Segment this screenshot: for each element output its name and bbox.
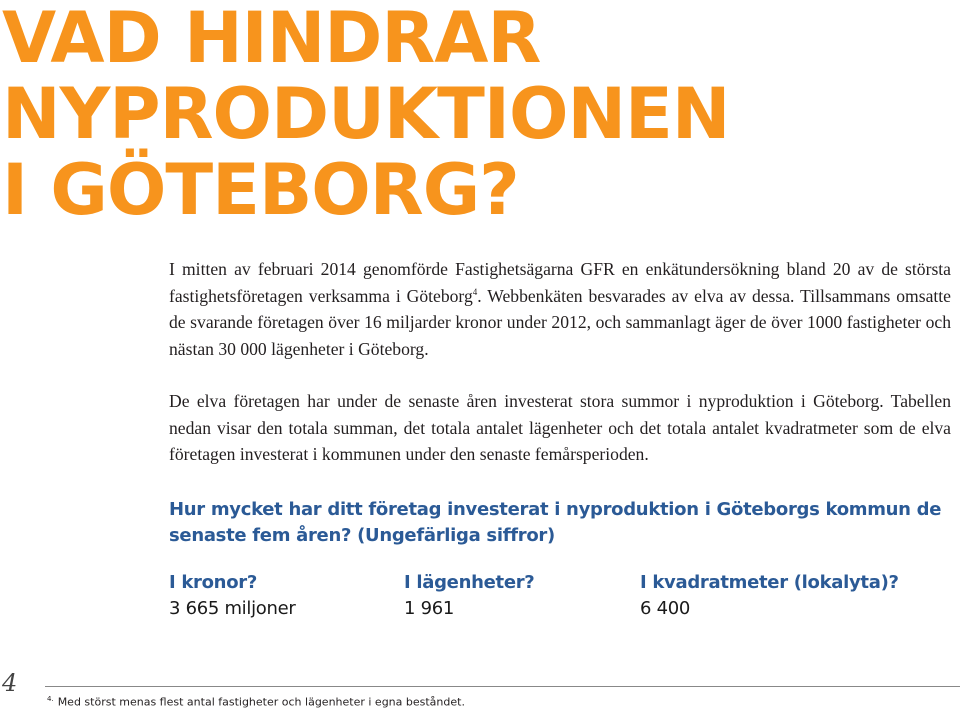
footnote-text: Med störst menas flest antal fastigheter och lägenheter i egna beståndet. [57,695,465,709]
stat-label: I kronor? [169,572,257,593]
stat-label: I lägenheter? [404,572,535,593]
page-number: 4 [2,669,18,697]
stat-value: 6 400 [640,598,691,619]
page-title [2,0,730,231]
intro-text-end: . Webbenkäten besvarades av elva av dessa. Tillsammans omsatte de svarande företagen över 16 miljarder kronor under 2012, och sammanlagt äger de över 1000 fastigheter och nästan 30 000 lägenheter i Göteborg. [169,285,951,359]
title-line-3: I GÖTEBORG? [2,149,519,231]
stat-kronor [169,570,296,622]
footnote-divider [45,686,960,687]
footnote [47,692,465,710]
stat-value: 3 665 miljoner [169,598,296,619]
survey-question: Hur mycket har ditt företag investerat i nyproduktion i Göteborgs kommun de senaste fem åren? (Ungefärliga siffror) [169,499,942,546]
stat-value: 1 961 [404,598,455,619]
stat-kvadratmeter [640,570,899,622]
footnote-marker: 4. [47,695,54,703]
stat-label: I kvadratmeter (lokalyta)? [640,572,899,593]
stat-lagenheter [404,570,534,622]
investments-paragraph: De elva företagen har under de senaste åren investerat stora summor i nyproduktion i Göteborg. Tabellen nedan visar den totala summan, det totala antalet lägenheter och det totala antalet kvadratmeter som de elva företagen investerat i kommunen under den senaste femårsperioden. [169,391,951,464]
footnote-reference: 4 [472,286,478,297]
intro-text-start: I mitten av februari 2014 genomförde Fastighetsägarna GFR en enkätundersökning bland 20 av de största fastighetsföretagen verksamma i Göteborg [169,259,951,306]
intro-paragraph [169,256,951,362]
title-line-1: VAD HINDRAR [2,0,541,79]
title-line-2: NYPRODUKTIONEN [2,73,730,155]
